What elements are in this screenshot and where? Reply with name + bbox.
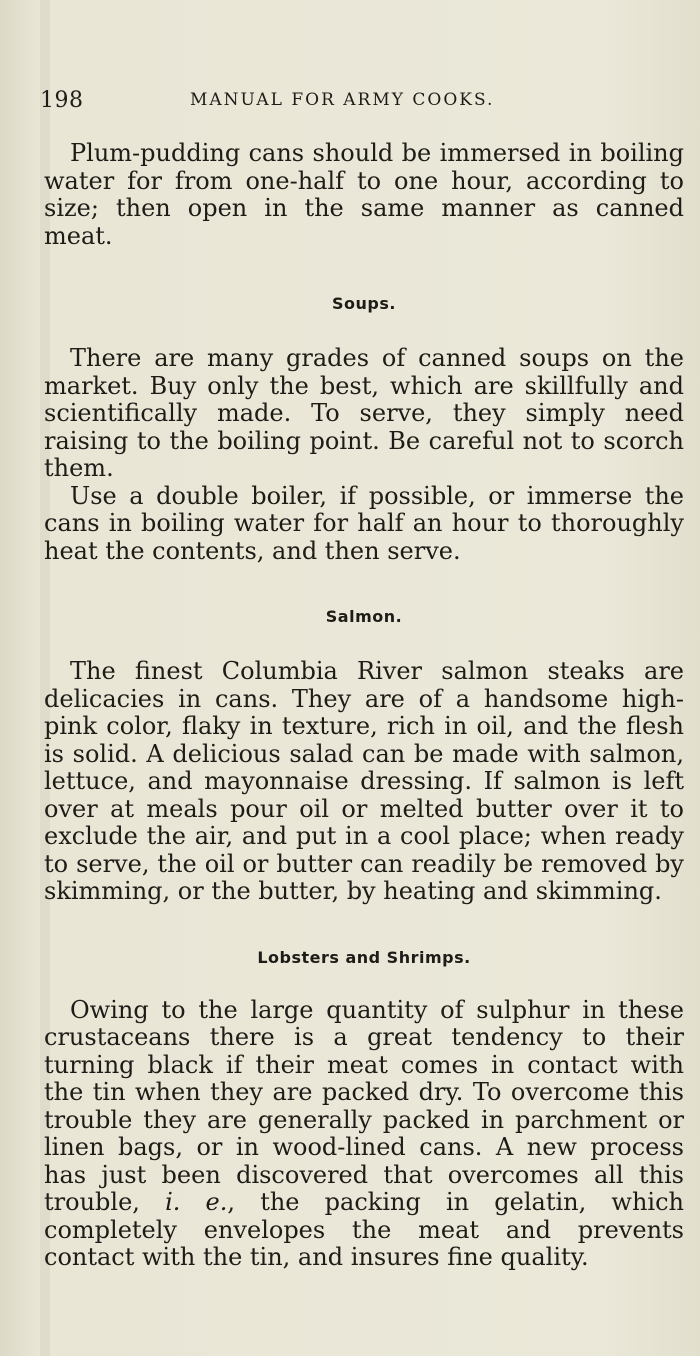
lobsters-text-italic: i. e.: [165, 1188, 228, 1216]
soups-paragraph-1: There are many grades of canned soups on the market. Buy only the best, which are skillfully and scientifically made. To serve, they simply need raising to the boiling point. Be careful not to scorch them.: [44, 344, 684, 482]
salmon-heading: Salmon.: [325, 607, 403, 626]
lobsters-heading: Lobsters and Shrimps.: [257, 947, 471, 967]
lobsters-text-after: , the packing in gelatin, which completely envelopes the meat and prevents contact with the tin, and insures fine quality.: [44, 1188, 684, 1271]
page-number: 198: [40, 88, 84, 113]
lobsters-paragraph: [44, 997, 684, 1272]
soups-paragraph-2: Use a double boiler, if possible, or immerse the cans in boiling water for half an hour to thoroughly heat the contents, and then serve.: [44, 481, 684, 565]
page-body: [44, 140, 684, 1272]
running-head: MANUAL FOR ARMY COOKS.: [190, 90, 495, 110]
plum-pudding-paragraph: Plum-pudding cans should be immersed in boiling water for from one-half to one hour, according to size; then open in the same manner as canned meat.: [44, 139, 684, 250]
page-header: [40, 88, 660, 118]
salmon-paragraph: The finest Columbia River salmon steaks are delicacies in cans. They are of a handsome high-pink color, flaky in texture, rich in oil, and the flesh is solid. A delicious salad can be made with salmon, lettuce, and mayonnaise dressing. If salmon is left over at meals pour oil or melted butter over it to exclude the air, and put in a cool place; when ready to serve, the oil or butter can readily be removed by skimming, or the butter, by heating and skimming.: [44, 657, 684, 905]
lobsters-text-before: Owing to the large quantity of sulphur in these crustaceans there is a great tendency to their turning black if their meat comes in contact with the tin when they are packed dry. To overcome this trouble they are generally packed in parchment or linen bags, or in wood-lined cans. A new process has just been discovered that overcomes all this trouble,: [44, 995, 684, 1216]
soups-heading: Soups.: [332, 294, 396, 313]
